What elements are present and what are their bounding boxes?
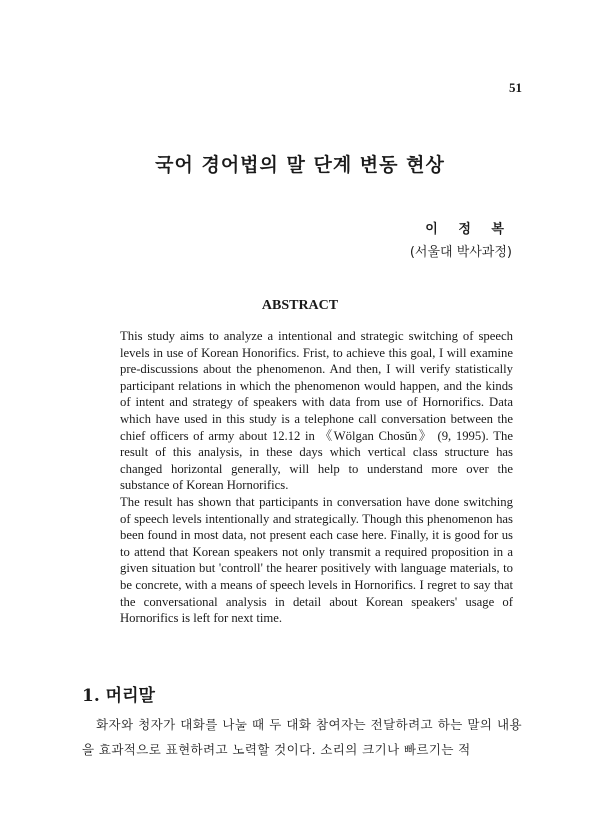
abstract-paragraph: The result has shown that participants in conversation have done switching of speech levels intentionally and strategically. Though this phenomenon has been found in most data, not present each case here. Finally, it is good for us to attend that Korean speakers not only transmit a required proposition in a given situation but 'controll' the hearer positively with language materials, to be concrete, with a means of speech levels in Hornorifics. I regret to say that the conversational analysis in detail about Korean speakers' usage of Hornorifics is left for next time. <box>120 494 513 626</box>
section-body <box>82 712 522 762</box>
abstract-paragraph: This study aims to analyze a intentional and strategic switching of speech levels in use of Korean Honorifics. Frist, to achieve this goal, I will examine pre-discussions about the phenomenon. And then, I will verify statistically participant relations in which the phenomenon would happen, and the kinds of intent and strategy of speakers with data from use of Hornorifics. Data which have used in this study is a telephone call conversation between the chief officers of army about 12.12 in 《Wölgan Chosŭn》 (9, 1995). The result of this analysis, in these days which vertical class structure has changed horizontal generally, will help to understand more over the substance of Korean Hornorifics. <box>120 329 513 493</box>
author-name: 이 정 복 <box>425 222 512 237</box>
abstract-heading: ABSTRACT <box>261 298 339 313</box>
author-affiliation: (서울대 박사과정) <box>409 245 512 260</box>
abstract-body <box>120 328 513 627</box>
page-number: 51 <box>509 80 522 95</box>
paper-title: 국어 경어법의 말 단계 변동 현상 <box>155 154 445 176</box>
section-heading: 1. 머리말 <box>82 686 155 706</box>
body-paragraph: 화자와 청자가 대화를 나눌 때 두 대화 참여자는 전달하려고 하는 말의 내용을 효과적으로 표현하려고 노력할 것이다. 소리의 크기나 빠르기는 적 <box>82 717 522 757</box>
